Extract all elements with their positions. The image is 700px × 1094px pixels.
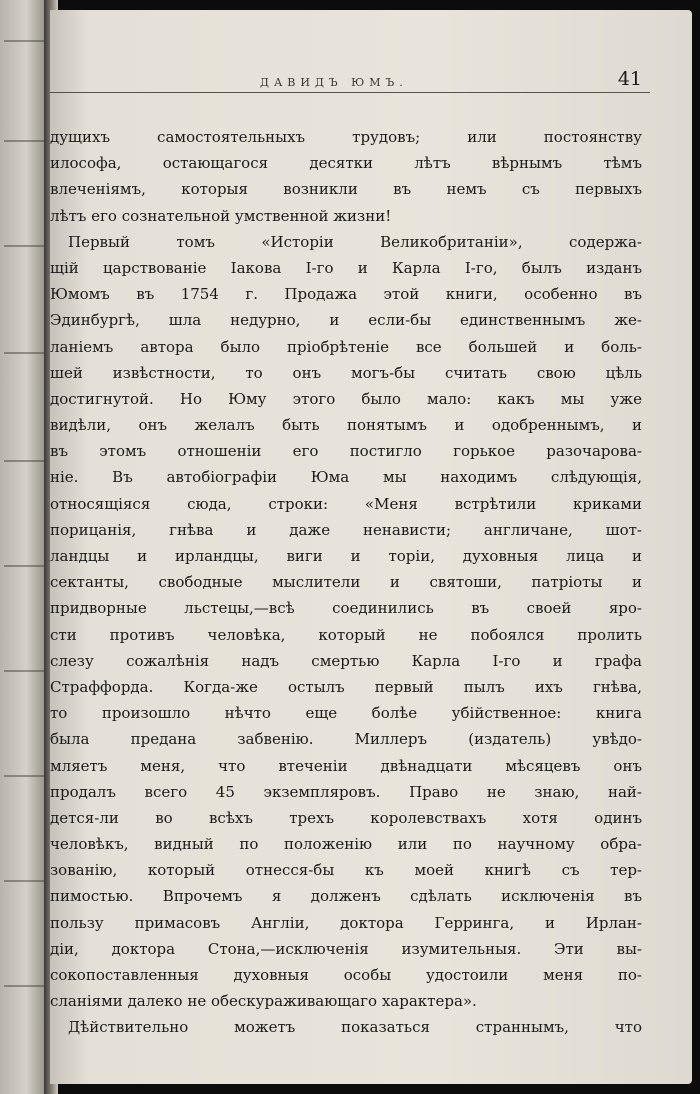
text-line: пимостью. Впрочемъ я долженъ сдѣлать исключенія въ	[50, 887, 642, 906]
text-line: влеченіямъ, которыя возникли въ немъ съ первыхъ	[50, 180, 642, 199]
text-line: видѣли, онъ желалъ быть понятымъ и одобреннымъ, и	[50, 416, 642, 435]
text-line: сланіями далеко не обескураживающаго характера».	[50, 992, 477, 1011]
text-line: лѣтъ его сознательной умственной жизни!	[50, 206, 392, 225]
text-line: сти противъ человѣка, который не побоялся пролить	[50, 625, 642, 644]
running-title: ДАВИДЪ ЮМЪ.	[260, 76, 408, 89]
text-line: была предана забвенію. Миллеръ (издатель) увѣдо-	[50, 730, 642, 749]
text-line: достигнутой. Но Юму этого было мало: какъ мы уже	[50, 389, 642, 408]
text-line: щій царствованіе Іакова І-го и Карла І-го, былъ изданъ	[50, 258, 642, 277]
text-line: относящіяся сюда, строки: «Меня встрѣтили криками	[50, 494, 642, 513]
text-line: сокопоставленныя духовныя особы удостоили меня по-	[50, 966, 642, 984]
text-line: слезу сожалѣнія надъ смертью Карла І-го и графа	[50, 651, 642, 670]
body-text	[50, 124, 642, 1041]
text-line: ніе. Въ автобіографіи Юма мы находимъ слѣдующія,	[50, 468, 642, 487]
text-line: илософа, остающагося десятки лѣтъ вѣрнымъ тѣмъ	[50, 154, 642, 173]
text-line: шей извѣстности, то онъ могъ-бы считать свою цѣль	[50, 363, 642, 382]
text-line: дущихъ самостоятельныхъ трудовъ; или постоянству	[50, 128, 642, 146]
book-page	[50, 10, 692, 1084]
text-line: дется-ли во всѣхъ трехъ королевствахъ хотя одинъ	[50, 808, 642, 827]
text-line: Эдинбургѣ, шла недурно, и если-бы единственнымъ же-	[50, 311, 642, 330]
text-line: ландцы и ирландцы, виги и торіи, духовныя лица и	[50, 547, 642, 565]
text-line: продалъ всего 45 экземпляровъ. Право не знаю, най-	[50, 782, 642, 801]
text-line: діи, доктора Стона,—исключенія изумительныя. Эти вы-	[50, 939, 642, 958]
text-line: Юмомъ въ 1754 г. Продажа этой книги, особенно въ	[50, 285, 642, 304]
text-line: зованію, который отнесся-бы къ моей книгѣ съ тер-	[50, 861, 642, 880]
text-line: придворные льстецы,—всѣ соединились въ своей яро-	[50, 599, 642, 618]
header-rule	[50, 92, 650, 93]
text-line: Страффорда. Когда-же остылъ первый пылъ ихъ гнѣва,	[50, 677, 642, 696]
page-number: 41	[617, 68, 642, 90]
text-line: пользу примасовъ Англіи, доктора Герринга, и Ирлан-	[50, 913, 642, 932]
facing-page-edge	[0, 0, 48, 1094]
text-line: въ этомъ отношеніи его постигло горькое разочарова-	[50, 442, 642, 461]
text-line: Дѣйствительно можетъ показаться страннымъ, что	[68, 1018, 642, 1037]
text-line: человѣкъ, видный по положенію или по научному обра-	[50, 835, 642, 854]
text-line: то произошло нѣчто еще болѣе убійственное: книга	[50, 704, 642, 723]
text-line: порицанія, гнѣва и даже ненависти; англичане, шот-	[50, 520, 642, 539]
text-line: сектанты, свободные мыслители и святоши, патріоты и	[50, 573, 642, 592]
text-line: Первый томъ «Исторіи Великобританіи», содержа-	[68, 232, 642, 251]
text-line: мляетъ меня, что втеченіи двѣнадцати мѣсяцевъ онъ	[50, 756, 642, 775]
text-line: ланіемъ автора было пріобрѣтеніе все большей и боль-	[50, 337, 642, 356]
